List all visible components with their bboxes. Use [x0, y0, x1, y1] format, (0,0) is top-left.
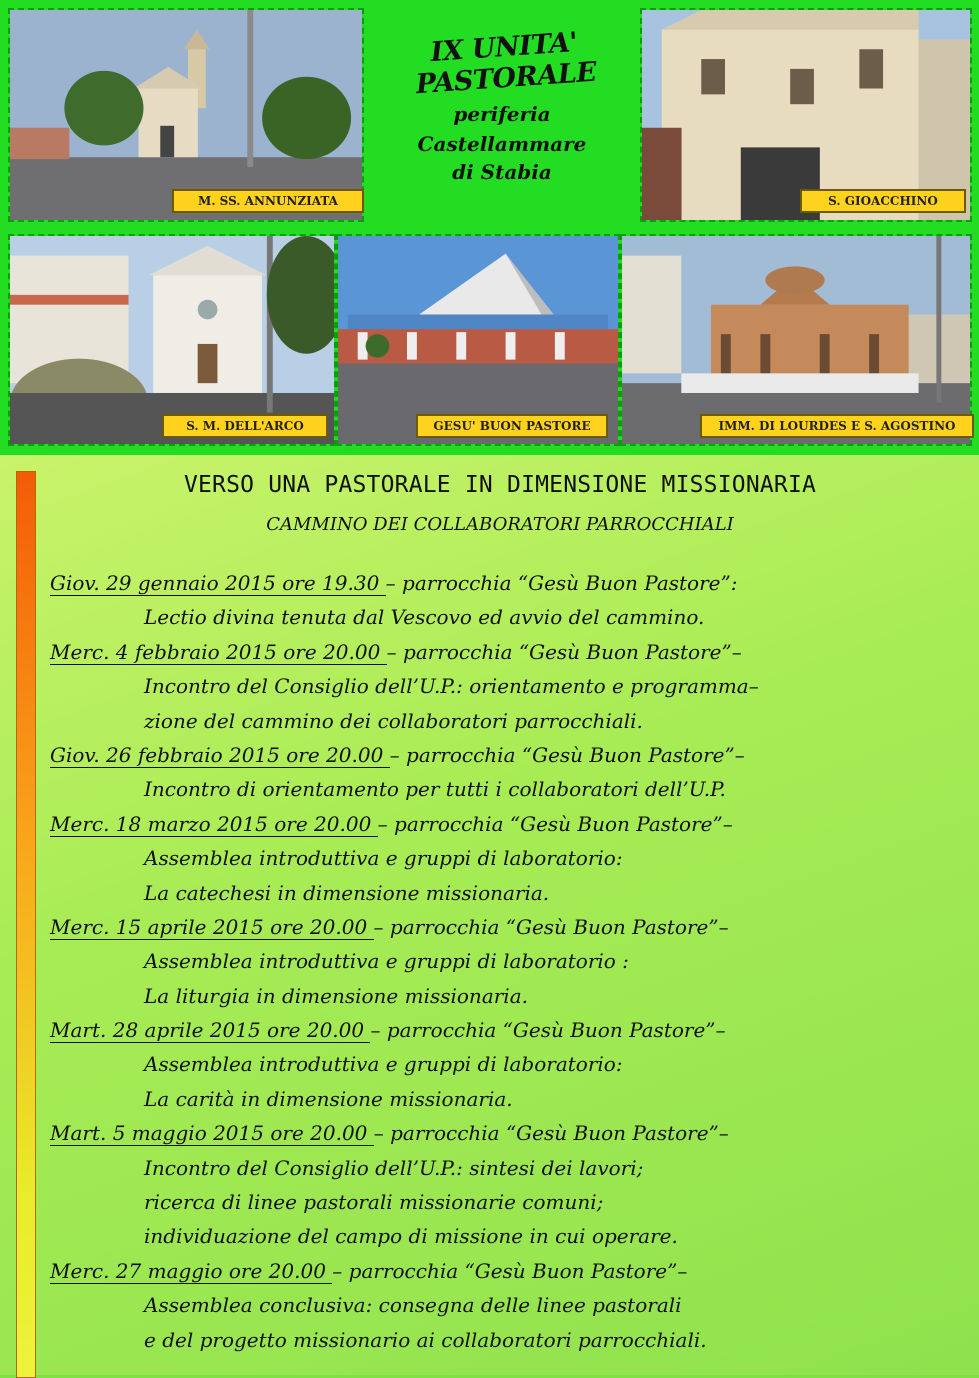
- pastoral-unit-title: [366, 8, 638, 220]
- title-line-1: periferia: [453, 102, 551, 126]
- photo-label-annunziata: M. SS. ANNUNZIATA: [172, 189, 364, 213]
- event-date: Giov. 26 febbraio 2015 ore 20.00: [50, 742, 390, 767]
- church-photo-icon: [622, 236, 970, 444]
- event-description: Incontro di orientamento per tutti i collaboratori dell’U.P.: [144, 777, 726, 802]
- event-description: Incontro del Consiglio dell’U.P.: orientamento e programma–: [144, 674, 759, 699]
- event-date: Mart. 28 aprile 2015 ore 20.00: [50, 1018, 371, 1043]
- church-photo-icon: [338, 236, 618, 444]
- event-description: Lectio divina tenuta dal Vescovo ed avvio del cammino.: [144, 605, 705, 630]
- event-place: – parrocchia “Gesù Buon Pastore”:: [385, 571, 738, 595]
- event-item: [50, 1116, 965, 1254]
- event-description: La catechesi in dimensione missionaria.: [144, 880, 550, 905]
- event-description: ricerca di linee pastorali missionarie comuni;: [144, 1190, 604, 1215]
- photo-label-buon-pastore: GESU' BUON PASTORE: [416, 414, 608, 438]
- program-section: [0, 455, 979, 1375]
- title-line-3: di Stabia: [452, 160, 552, 184]
- photo-banner: [0, 0, 979, 455]
- program-subheading: CAMMINO DEI COLLABORATORI PARROCCHIALI: [266, 514, 734, 535]
- event-description: Assemblea introduttiva e gruppi di laboratorio:: [144, 1052, 623, 1077]
- event-date: Merc. 18 marzo 2015 ore 20.00: [50, 811, 378, 836]
- gradient-sidebar: [16, 471, 36, 1378]
- event-description: e del progetto missionario ai collaboratori parrocchiali.: [144, 1327, 707, 1352]
- event-description: La liturgia in dimensione missionaria.: [144, 983, 528, 1008]
- event-place: – parrocchia “Gesù Buon Pastore”–: [377, 811, 733, 836]
- program-heading: VERSO UNA PASTORALE IN DIMENSIONE MISSIONARIA: [183, 472, 817, 498]
- event-place: – parrocchia “Gesù Buon Pastore”–: [370, 1018, 726, 1043]
- event-date: Giov. 29 gennaio 2015 ore 19.30: [50, 571, 386, 595]
- event-item: [50, 807, 965, 910]
- church-photo-icon: [10, 236, 334, 444]
- title-main: IX UNITA' PASTORALE: [414, 26, 598, 101]
- event-date: Merc. 27 maggio ore 20.00: [50, 1258, 333, 1283]
- event-description: La carità in dimensione missionaria.: [144, 1086, 513, 1111]
- event-description: individuazione del campo di missione in cui operare.: [144, 1224, 678, 1249]
- event-item: [50, 566, 965, 635]
- event-date: Merc. 4 febbraio 2015 ore 20.00: [50, 639, 387, 664]
- event-place: – parrocchia “Gesù Buon Pastore”–: [373, 1121, 729, 1146]
- event-description: Assemblea introduttiva e gruppi di laboratorio :: [144, 949, 629, 974]
- event-place: – parrocchia “Gesù Buon Pastore”–: [389, 742, 745, 767]
- event-date: Merc. 15 aprile 2015 ore 20.00: [50, 914, 374, 939]
- event-item: [50, 738, 965, 807]
- event-description: zione del cammino dei collaboratori parrocchiali.: [144, 708, 643, 733]
- event-item: [50, 635, 965, 738]
- photo-label-gioacchino: S. GIOACCHINO: [800, 189, 966, 213]
- event-place: – parrocchia “Gesù Buon Pastore”–: [373, 914, 729, 939]
- event-place: – parrocchia “Gesù Buon Pastore”–: [386, 639, 742, 664]
- event-place: – parrocchia “Gesù Buon Pastore”–: [332, 1258, 688, 1283]
- photo-label-dellarco: S. M. DELL'ARCO: [162, 414, 328, 438]
- event-date: Mart. 5 maggio 2015 ore 20.00: [50, 1121, 374, 1146]
- event-description: Incontro del Consiglio dell’U.P.: sintesi dei lavori;: [144, 1155, 644, 1180]
- event-item: [50, 1013, 965, 1116]
- event-item: [50, 1254, 965, 1357]
- photo-label-lourdes-agostino: IMM. DI LOURDES E S. AGOSTINO: [700, 414, 974, 438]
- event-description: Assemblea conclusiva: consegna delle linee pastorali: [144, 1293, 682, 1318]
- event-list: [50, 566, 965, 1357]
- event-description: Assemblea introduttiva e gruppi di laboratorio:: [144, 846, 623, 871]
- event-item: [50, 910, 965, 1013]
- title-line-2: Castellammare: [417, 132, 587, 156]
